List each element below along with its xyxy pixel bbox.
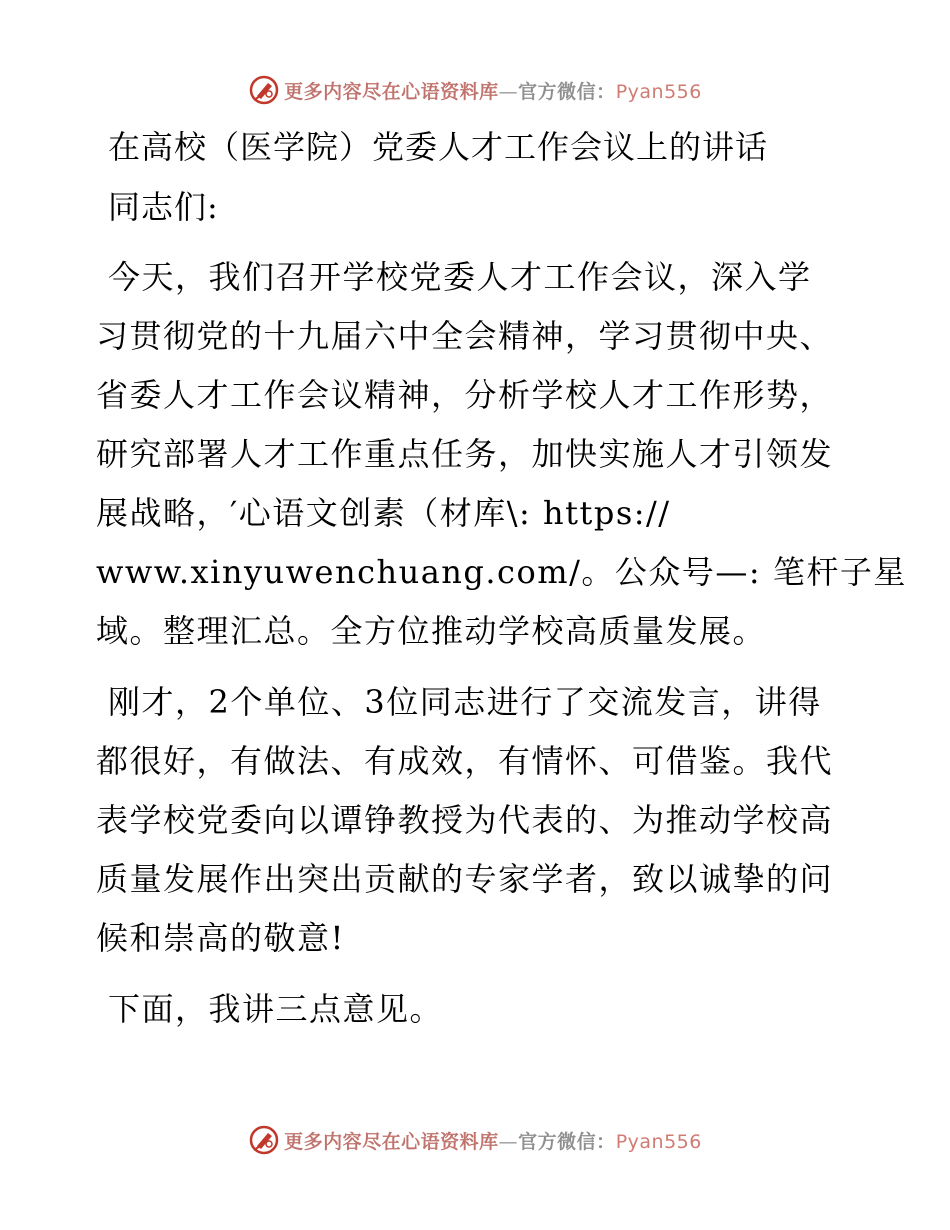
paragraph-line: 域。整理汇总。全方位推动学校高质量发展。	[96, 612, 767, 650]
closing-line: 下面，我讲三点意见。	[108, 990, 444, 1028]
paragraph-1	[96, 248, 907, 661]
paragraph-line: 研究部署人才工作重点任务，加快实施人才引领发	[96, 435, 834, 473]
paragraph-line: 候和崇高的敬意!	[96, 919, 345, 957]
paragraph-line: 表学校党委向以谭铮教授为代表的、为推动学校高	[96, 801, 834, 839]
banner-wechat-label: 官方微信：	[518, 80, 616, 103]
banner-separator: —	[498, 1130, 519, 1153]
banner-slogan: 更多内容尽在心语资料库	[284, 80, 499, 103]
document-body	[96, 118, 907, 1039]
paragraph-line: 质量发展作出突出贡献的专家学者，致以诚挚的问	[96, 860, 834, 898]
paragraph-line: 习贯彻党的十九届六中全会精神，学习贯彻中央、	[96, 317, 834, 355]
header-banner	[0, 70, 950, 110]
paragraph-line: 展战略，′心语文创素（材库\: https://	[96, 494, 671, 532]
paragraph-line: 都很好，有做法、有成效，有情怀、可借鉴。我代	[96, 742, 834, 780]
paragraph-line: 省委人才工作会议精神，分析学校人才工作形势，	[96, 376, 834, 414]
banner-separator: —	[498, 80, 519, 103]
paragraph-line: 今天，我们召开学校党委人才工作会议，深入学	[108, 258, 812, 296]
brand-logo-icon	[248, 74, 280, 106]
banner-text	[284, 1127, 702, 1154]
salutation: 同志们:	[108, 188, 219, 226]
paragraph-2	[96, 673, 856, 968]
banner-wechat-label: 官方微信：	[518, 1130, 616, 1153]
paragraph-line: 刚才，2个单位、3位同志进行了交流发言，讲得	[108, 683, 822, 721]
banner-slogan: 更多内容尽在心语资料库	[284, 1130, 499, 1153]
banner-text	[284, 77, 702, 104]
banner-wechat-id: Pyan556	[615, 1130, 702, 1153]
brand-logo-icon	[248, 1124, 280, 1156]
banner-wechat-id: Pyan556	[615, 80, 702, 103]
document-title: 在高校（医学院）党委人才工作会议上的讲话	[108, 128, 769, 166]
footer-banner	[0, 1120, 950, 1160]
paragraph-line-url: www.xinyuwenchuang.com/。公众号—: 笔杆子星	[96, 553, 907, 591]
